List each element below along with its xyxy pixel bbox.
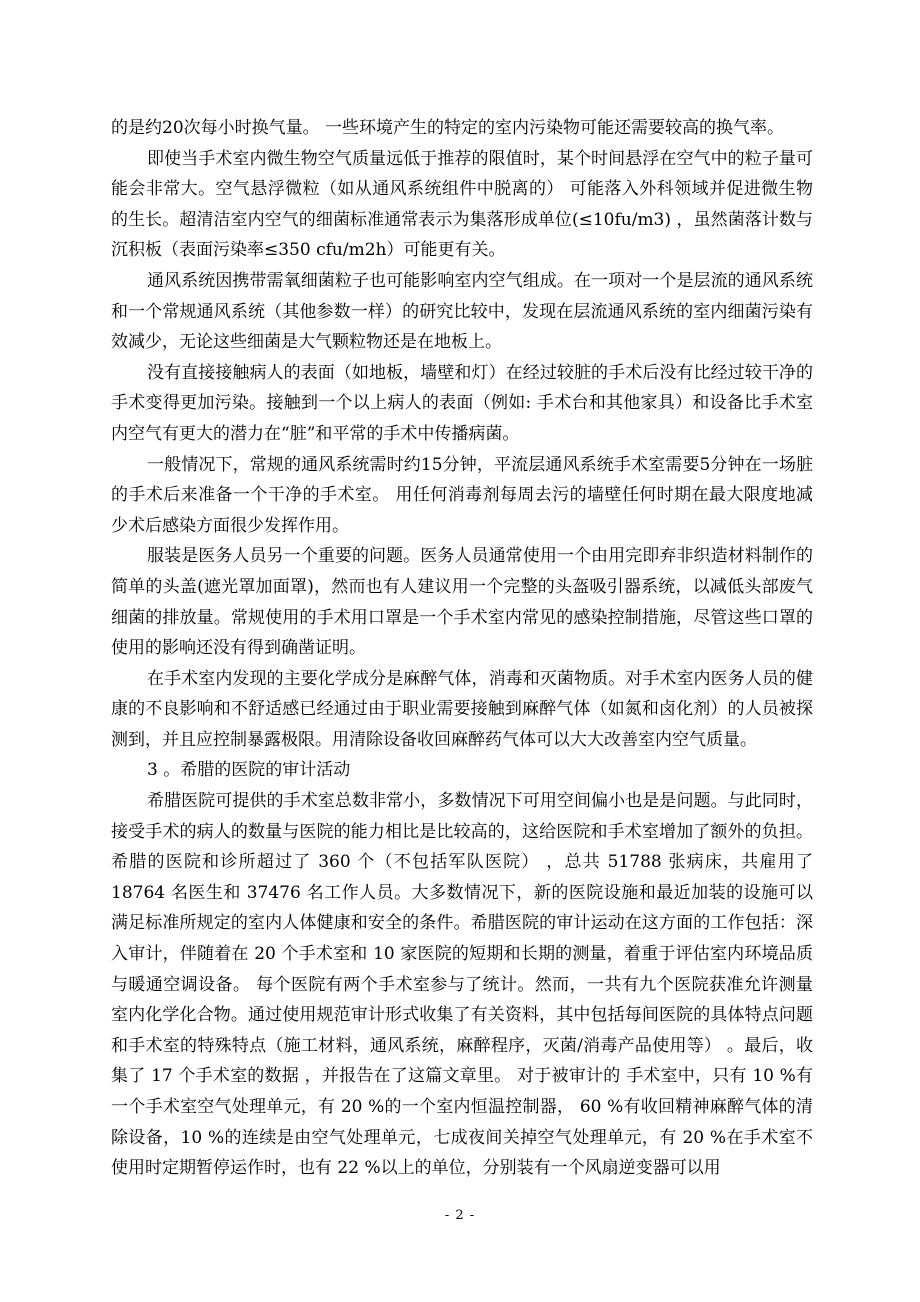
paragraph-7: 在手术室内发现的主要化学成分是麻醉气体，消毒和灭菌物质。对手术室内医务人员的健康的不良影响和不舒适感已经通过由于职业需要接触到麻醉气体（如氮和卤化剂）的人员被探测到，并且应控制暴露极限。用清除设备收回麻醉药气体可以大大改善室内空气质量。 <box>111 668 813 750</box>
paragraph-6: 服装是医务人员另一个重要的问题。医务人员通常使用一个由用完即弃非织造材料制作的简单的头盖(遮光罩加面罩)，然而也有人建议用一个完整的头盔吸引器系统，以减低头部废气细菌的排放量。常规使用的手术用口罩是一个手术室内常见的感染控制措施，尽管这些口罩的使用的影响还没有得到确凿证明。 <box>111 546 813 659</box>
page-number: - 2 - <box>444 1208 476 1223</box>
paragraph-8: 希腊医院可提供的手术室总数非常小，多数情况下可用空间偏小也是是问题。与此同时，接受手术的病人的数量与医院的能力相比是比较高的，这给医院和手术室增加了额外的负担。希腊的医院和诊所超过了 360 个（不包括军队医院） ，总共 51788 张病床，共雇用了 18764 名医生和 37476 名工作人员。大多数情况下，新的医院设施和最近加装的设施可以满足标准所规定的室内人体健康和安全的条件。希腊医院的审计运动在这方面的工作包括：深入审计，伴随着在 20 个手术室和 10 家医院的短期和长期的测量，着重于评估室内环境品质与暖通空调设备。 每个医院有两个手术室参与了统计。然而，一共有九个医院获准允许测量室内化学化合物。通过使用规范审计形式收集了有关资料，其中包括每间医院的具体特点问题和手术室的特殊特点（施工材料，通风系统，麻醉程序，灭菌/消毒产品使用等） 。最后，收集了 17 个手术室的数据 ，并报告在了这篇文章里。 对于被审计的 手术室中，只有 10 %有一个手术室空气处理单元，有 20 %的一个室内恒温控制器， 60 %有收回精神麻醉气体的清除设备，10 %的连续是由空气处理单元，七成夜间关掉空气处理单元，有 20 %在手术室不使用时定期暂停运作时，也有 22 %以上的单位，分别装有一个风扇逆变器可以用 <box>111 791 813 1179</box>
paragraph-1: 的是约20次每小时换气量。 一些环境产生的特定的室内污染物可能还需要较高的换气率。 <box>111 118 785 138</box>
paragraph-4: 没有直接接触病人的表面（如地板，墙壁和灯）在经过较脏的手术后没有比经过较干净的手术变得更加污染。接触到一个以上病人的表面（例如: 手术台和其他家具）和设备比手术室内空气有更大的潜力在“脏”和平常的手术中传播病菌。 <box>111 362 813 444</box>
paragraph-3: 通风系统因携带需氧细菌粒子也可能影响室内空气组成。在一项对一个是层流的通风系统和一个常规通风系统（其他参数一样）的研究比较中，发现在层流通风系统的室内细菌污染有效减少，无论这些细菌是大气颗粒物还是在地板上。 <box>111 270 813 353</box>
document-body <box>111 113 813 1184</box>
paragraph-2: 即使当手术室内微生物空气质量远低于推荐的限值时，某个时间悬浮在空气中的粒子量可能会非常大。空气悬浮微粒（如从通风系统组件中脱离的） 可能落入外科领域并促进微生物的生长。超清洁室内空气的细菌标准通常表示为集落形成单位(≤10fu/m3) ，虽然菌落计数与沉积板（表面污染率≤350 cfu/m2h）可能更有关。 <box>111 148 813 261</box>
section-heading: 3 。希腊的医院的审计活动 <box>147 760 351 781</box>
paragraph-5: 一般情况下，常规的通风系统需时约15分钟，平流层通风系统手术室需要5分钟在一场脏的手术后来准备一个干净的手术室。 用任何消毒剂每周去污的墙壁任何时期在最大限度地减少术后感染方面很少发挥作用。 <box>111 454 813 536</box>
